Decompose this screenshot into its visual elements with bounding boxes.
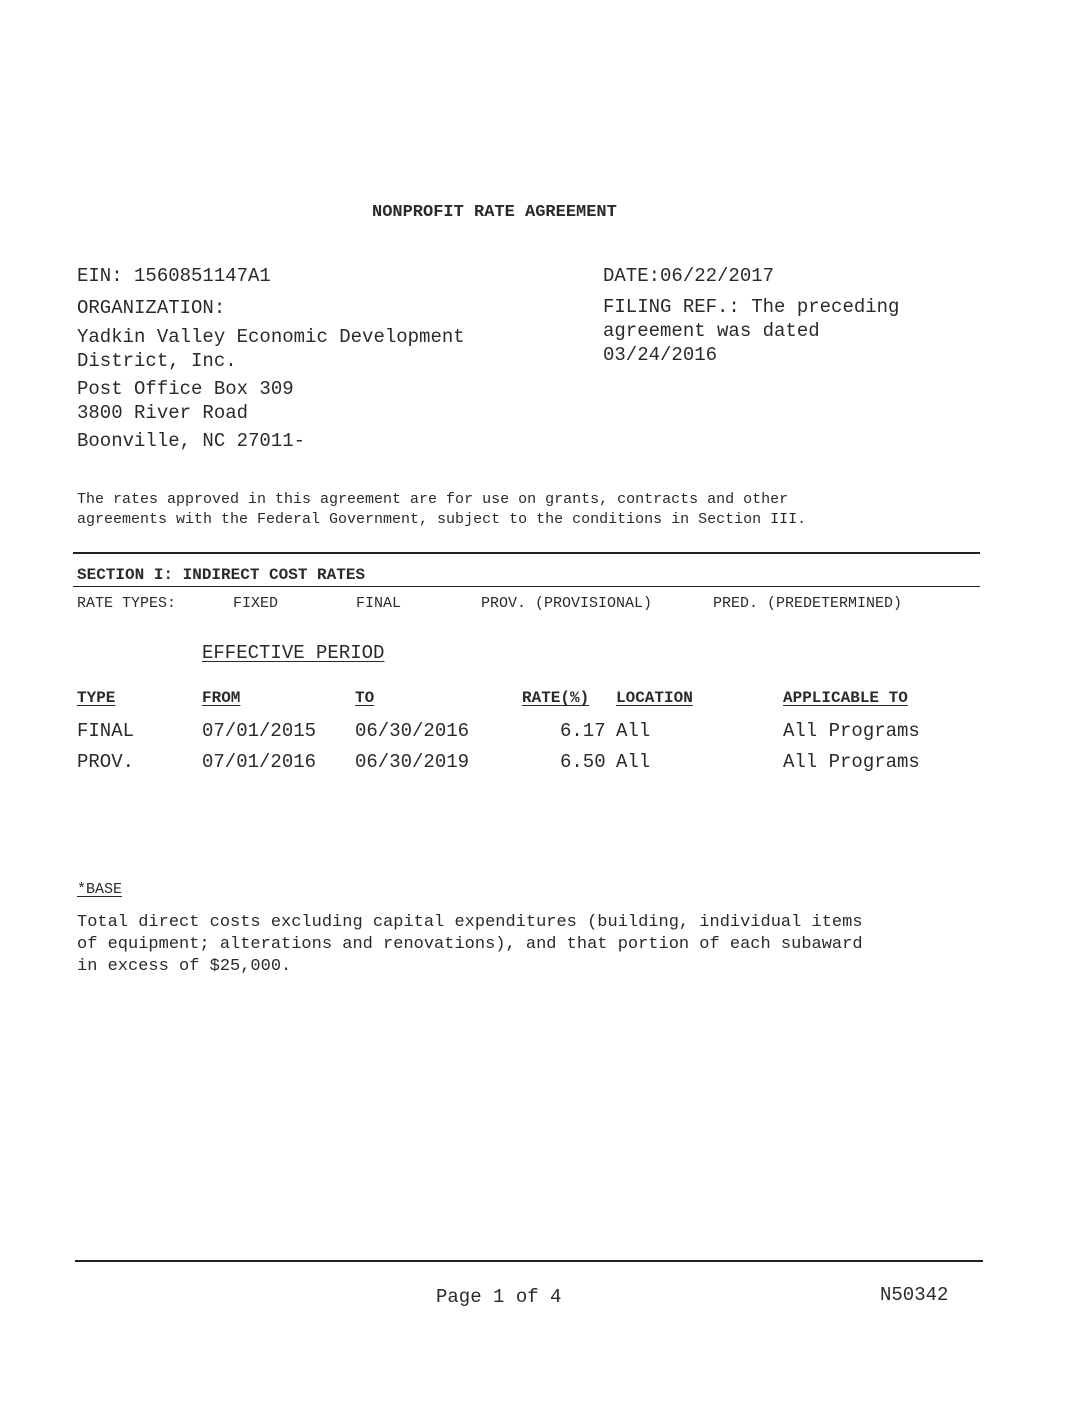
col-applicable-to: APPLICABLE TO (783, 689, 908, 707)
document-code: N50342 (880, 1284, 949, 1306)
col-rate: RATE(%) (522, 689, 590, 707)
intro-line-1: The rates approved in this agreement are for use on grants, contracts and other (77, 491, 789, 508)
row-type: PROV. (77, 751, 135, 773)
row-from: 07/01/2015 (202, 720, 317, 742)
col-type: TYPE (77, 689, 116, 707)
row-to: 06/30/2019 (355, 751, 470, 773)
rate-type-final: FINAL (356, 595, 402, 612)
page-number: Page 1 of 4 (436, 1286, 562, 1308)
row-location: All (616, 751, 651, 773)
row-to: 06/30/2016 (355, 720, 470, 742)
base-line-1: Total direct costs excluding capital expenditures (building, individual items (77, 913, 863, 932)
section-top-rule (73, 552, 980, 554)
org-address-line-2: 3800 River Road (77, 402, 249, 424)
row-from: 07/01/2016 (202, 751, 317, 773)
filing-ref-line-3: 03/24/2016 (603, 344, 718, 366)
rate-type-pred: PRED. (PREDETERMINED) (713, 595, 903, 612)
document-title: NONPROFIT RATE AGREEMENT (372, 203, 617, 222)
ein: EIN: 1560851147A1 (77, 265, 271, 287)
base-line-2: of equipment; alterations and renovations), and that portion of each subaward (77, 935, 863, 954)
section-1-title: SECTION I: INDIRECT COST RATES (77, 566, 366, 584)
rate-type-prov: PROV. (PROVISIONAL) (481, 595, 653, 612)
rate-type-fixed: FIXED (233, 595, 279, 612)
rate-types-label: RATE TYPES: (77, 595, 177, 612)
row-rate: 6.17 (560, 720, 606, 742)
base-label: *BASE (77, 881, 123, 898)
filing-ref-line-1: FILING REF.: The preceding (603, 296, 900, 318)
row-applicable-to: All Programs (783, 751, 920, 773)
organization-label: ORGANIZATION: (77, 297, 226, 319)
effective-period-heading: EFFECTIVE PERIOD (202, 642, 385, 664)
agreement-date: DATE:06/22/2017 (603, 265, 775, 287)
row-applicable-to: All Programs (783, 720, 920, 742)
base-line-3: in excess of $25,000. (77, 957, 292, 976)
org-address-line-3: Boonville, NC 27011- (77, 430, 306, 452)
col-to: TO (355, 689, 375, 707)
row-location: All (616, 720, 651, 742)
org-address-line-1: Post Office Box 309 (77, 378, 294, 400)
filing-ref-line-2: agreement was dated (603, 320, 820, 342)
row-rate: 6.50 (560, 751, 606, 773)
org-name-line-2: District, Inc. (77, 350, 237, 372)
col-from: FROM (202, 689, 241, 707)
section-title-rule (73, 586, 980, 587)
row-type: FINAL (77, 720, 135, 742)
intro-line-2: agreements with the Federal Government, subject to the conditions in Section III. (77, 511, 807, 528)
org-name-line-1: Yadkin Valley Economic Development (77, 326, 465, 348)
footer-rule (75, 1260, 983, 1262)
col-location: LOCATION (616, 689, 693, 707)
